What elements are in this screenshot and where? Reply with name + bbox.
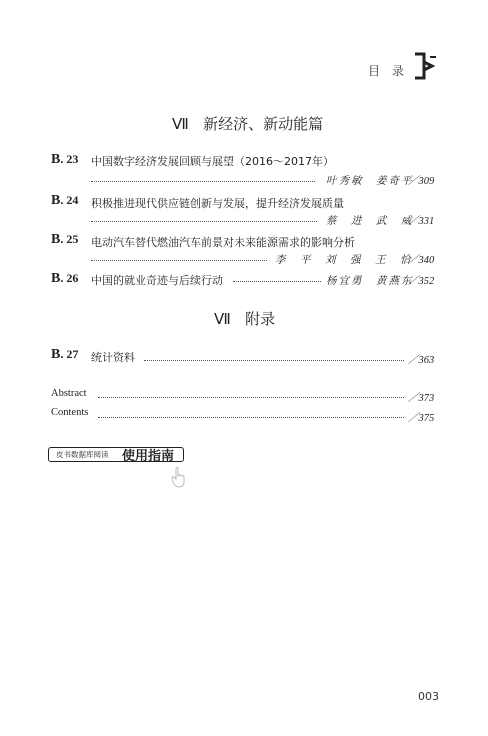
section-numeral: Ⅶ xyxy=(172,115,189,133)
running-header: 目 录 xyxy=(368,64,408,78)
bracket-arrow-icon xyxy=(412,52,438,80)
database-guide-banner[interactable] xyxy=(48,447,188,464)
entry-code: B. 25 xyxy=(51,232,79,247)
entry-authors: 李 平 刘 强 王 恰 xyxy=(275,254,413,266)
dot-leader xyxy=(91,260,267,261)
contents-page[interactable]: ／375 xyxy=(408,413,435,424)
entry-title[interactable]: 统计资料 xyxy=(91,351,135,364)
page-number: 003 xyxy=(418,690,439,703)
section-title-text: 新经济、新动能篇 xyxy=(203,115,324,133)
section-title-new-economy xyxy=(172,113,323,134)
entry-title[interactable]: 中国数字经济发展回顾与展望（2016～2017年） xyxy=(91,155,334,168)
entry-page[interactable]: ／363 xyxy=(408,355,435,366)
dot-leader xyxy=(98,397,404,398)
entry-authors: 蔡 进 武 威 xyxy=(326,215,414,227)
hand-pointer-icon xyxy=(170,466,186,488)
entry-title[interactable]: 中国的就业奇迹与后续行动 xyxy=(91,274,223,287)
section-title-text: 附录 xyxy=(245,310,276,328)
entry-code: B. 26 xyxy=(51,271,79,286)
entry-authors: 叶秀敏 姜奇平 xyxy=(326,175,414,187)
entry-code: B. 23 xyxy=(51,152,79,167)
guide-small-text: 皮书数据库阅读 xyxy=(56,450,109,459)
dot-leader xyxy=(98,417,404,418)
abstract-page[interactable]: ／373 xyxy=(408,393,435,404)
section-title-appendix xyxy=(214,308,275,329)
entry-page[interactable]: ／309 xyxy=(408,176,435,187)
guide-big-text: 使用指南 xyxy=(122,449,175,464)
entry-authors: 杨宜勇 黄燕东 xyxy=(326,275,414,287)
entry-page[interactable]: ／331 xyxy=(408,216,435,227)
entry-code: B. 24 xyxy=(51,193,79,208)
contents-title[interactable]: Contents xyxy=(51,407,89,418)
entry-title[interactable]: 电动汽车替代燃油汽车前景对未来能源需求的影响分析 xyxy=(91,236,355,249)
dot-leader xyxy=(233,281,321,282)
entry-title[interactable]: 积极推进现代供应链创新与发展，提升经济发展质量 xyxy=(91,197,344,210)
dot-leader xyxy=(91,181,315,182)
section-numeral: Ⅶ xyxy=(214,310,231,328)
dot-leader xyxy=(91,221,317,222)
entry-code: B. 27 xyxy=(51,347,79,362)
dot-leader xyxy=(144,360,404,361)
entry-page[interactable]: ／340 xyxy=(408,255,435,266)
abstract-title[interactable]: Abstract xyxy=(51,388,87,399)
entry-page[interactable]: ／352 xyxy=(408,276,435,287)
